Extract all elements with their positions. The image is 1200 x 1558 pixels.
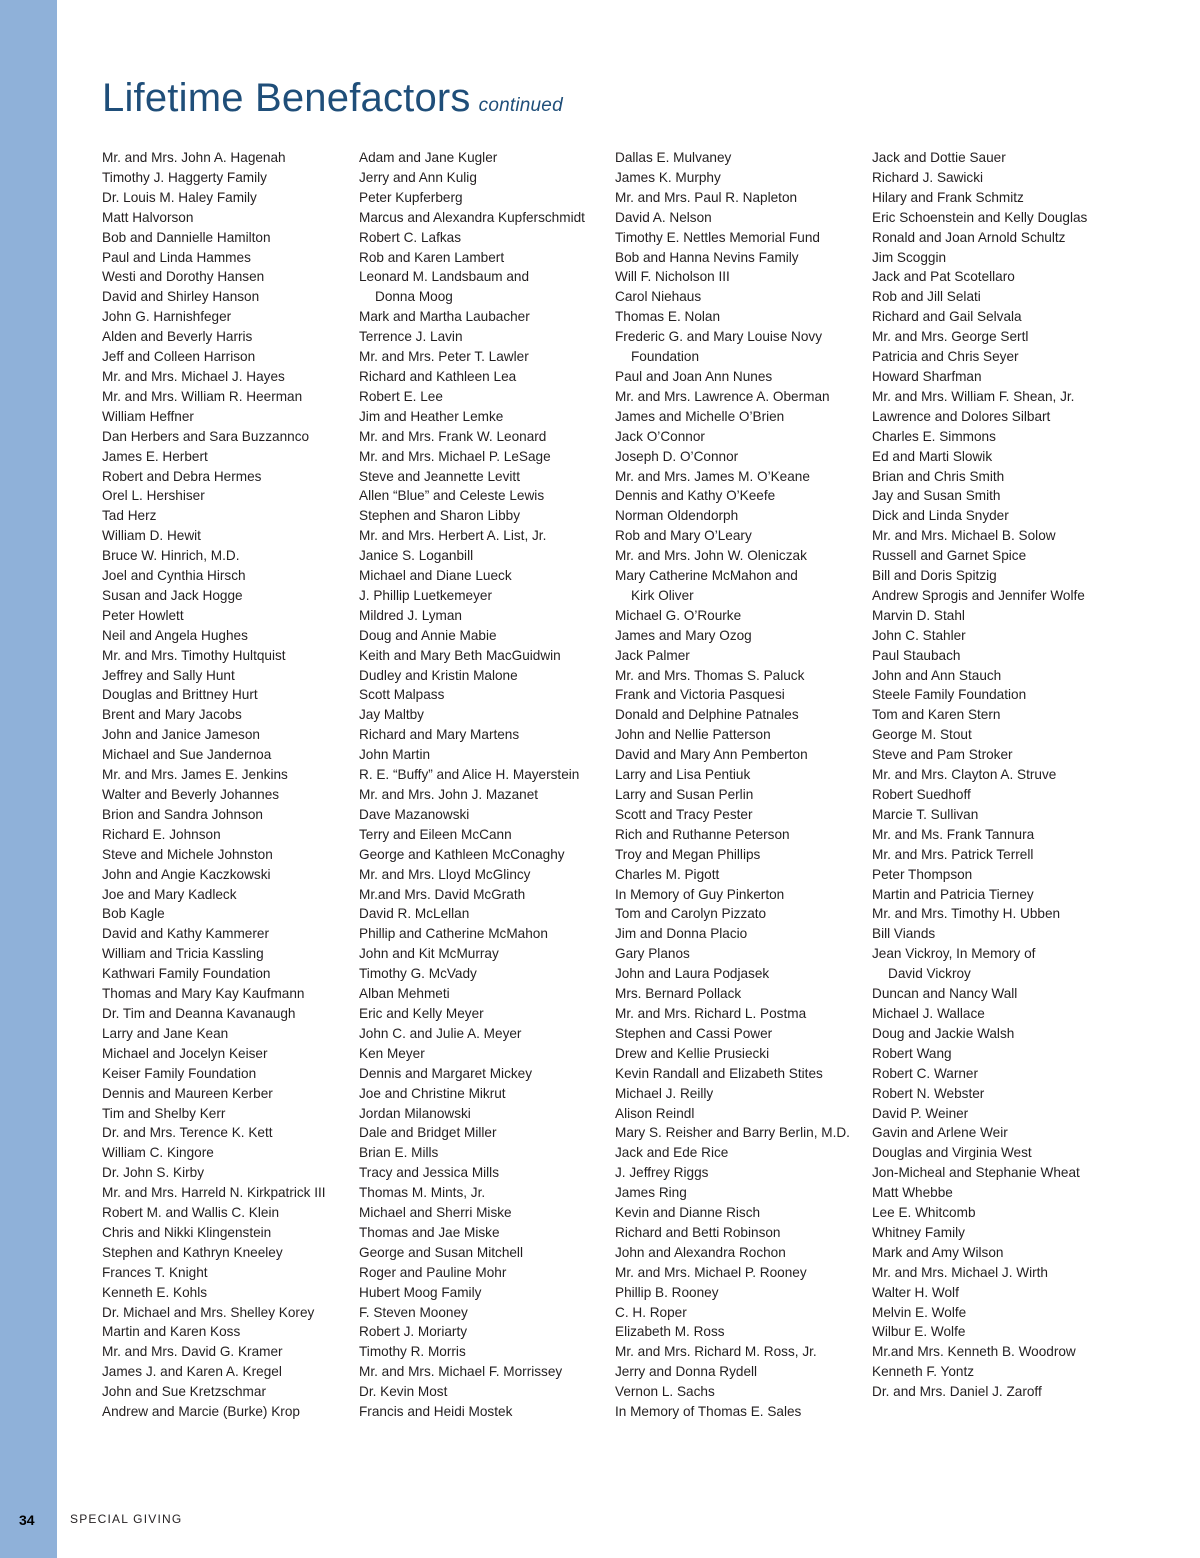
benefactor-name: Joel and Cynthia Hirsch <box>102 568 246 584</box>
benefactor-name: Steve and Jeannette Levitt <box>359 468 520 484</box>
benefactor-name: Jean Vickroy, In Memory of <box>872 946 1036 962</box>
benefactor-name: Jack and Ede Rice <box>615 1145 729 1161</box>
benefactor-name: Patricia and Chris Seyer <box>872 349 1019 365</box>
benefactor-name: William D. Hewit <box>102 528 201 544</box>
benefactor-name: Bob Kagle <box>102 906 165 922</box>
benefactor-name: Dr. and Mrs. Daniel J. Zaroff <box>872 1384 1042 1400</box>
benefactor-name: Marvin D. Stahl <box>872 607 965 623</box>
benefactor-name: Norman Oldendorph <box>615 508 739 524</box>
benefactor-name: Lee E. Whitcomb <box>872 1205 976 1221</box>
benefactor-name: Marcus and Alexandra Kupferschmidt <box>359 209 585 225</box>
benefactor-name: David Vickroy <box>888 966 971 982</box>
benefactor-name: Bruce W. Hinrich, M.D. <box>102 548 240 564</box>
benefactor-name: Richard and Mary Martens <box>359 727 520 743</box>
benefactor-name: Jim and Donna Placio <box>615 926 748 942</box>
benefactor-name: Mr. and Mrs. Michael B. Solow <box>872 528 1056 544</box>
benefactor-name: Walter and Beverly Johannes <box>102 787 280 802</box>
benefactor-name: Scott Malpass <box>359 687 445 703</box>
benefactor-name: In Memory of Guy Pinkerton <box>615 886 785 902</box>
benefactor-name: John G. Harnishfeger <box>102 309 232 325</box>
benefactor-name: Dr. Kevin Most <box>359 1384 448 1400</box>
benefactor-name: Francis and Heidi Mostek <box>359 1404 513 1420</box>
benefactor-name: Mr. and Mrs. Paul R. Napleton <box>615 189 798 205</box>
benefactor-name: Susan and Jack Hogge <box>102 587 243 603</box>
benefactor-name: William C. Kingore <box>102 1145 214 1161</box>
benefactor-name: Ed and Marti Slowik <box>872 448 993 464</box>
benefactor-name: Bob and Hanna Nevins Family <box>615 249 799 265</box>
benefactor-name: Dennis and Margaret Mickey <box>359 1065 533 1081</box>
benefactor-name: Dan Herbers and Sara Buzzannco <box>102 428 310 444</box>
benefactor-name: Mr.and Mrs. Kenneth B. Woodrow <box>872 1344 1076 1360</box>
benefactor-name: Westi and Dorothy Hansen <box>102 269 265 285</box>
benefactor-name: Mr. and Mrs. Clayton A. Struve <box>872 767 1057 783</box>
benefactor-name: Bill Viands <box>872 926 936 942</box>
benefactor-name: Kevin Randall and Elizabeth Stites <box>615 1065 823 1081</box>
benefactor-name: Gary Planos <box>615 946 690 962</box>
benefactor-name: Wilbur E. Wolfe <box>872 1324 966 1340</box>
benefactor-name: James Ring <box>615 1185 687 1201</box>
benefactor-name: John Martin <box>359 747 431 763</box>
benefactor-name: Mr. and Mrs. Michael P. LeSage <box>359 448 551 464</box>
benefactor-name: John and Sue Kretzschmar <box>102 1384 266 1400</box>
benefactor-name: David A. Nelson <box>615 209 712 225</box>
benefactor-name: Michael J. Reilly <box>615 1085 714 1101</box>
benefactor-name: Mr. and Mrs. David G. Kramer <box>102 1344 283 1360</box>
benefactor-name: Douglas and Virginia West <box>872 1145 1032 1161</box>
benefactor-name: Marcie T. Sullivan <box>872 806 979 822</box>
benefactor-name: C. H. Roper <box>615 1304 687 1320</box>
benefactor-name: Keiser Family Foundation <box>102 1065 257 1081</box>
benefactor-name: Mr. and Mrs. William R. Heerman <box>102 388 303 404</box>
benefactor-name: Dr. Michael and Mrs. Shelley Korey <box>102 1304 315 1320</box>
benefactor-name: James and Michelle O’Brien <box>615 408 785 424</box>
benefactor-name: Mildred J. Lyman <box>359 607 462 623</box>
benefactor-name: Mrs. Bernard Pollack <box>615 986 742 1002</box>
benefactor-name: Charles E. Simmons <box>872 428 996 444</box>
benefactor-name: Dennis and Maureen Kerber <box>102 1085 273 1101</box>
benefactor-name: Doug and Annie Mabie <box>359 627 497 643</box>
benefactor-name: Stephen and Kathryn Kneeley <box>102 1244 283 1260</box>
benefactor-name: Michael G. O’Rourke <box>615 607 742 623</box>
benefactor-name: Mr. and Mrs. George Sertl <box>872 329 1029 345</box>
benefactor-name: Mr. and Mrs. Timothy H. Ubben <box>872 906 1061 922</box>
benefactor-name: Frances T. Knight <box>102 1264 208 1280</box>
benefactor-name: Timothy E. Nettles Memorial Fund <box>615 229 820 245</box>
benefactor-name: Steve and Michele Johnston <box>102 846 273 862</box>
benefactor-name: John and Ann Stauch <box>872 667 1002 683</box>
benefactor-name: Peter Thompson <box>872 866 973 882</box>
benefactor-name: Joe and Christine Mikrut <box>359 1085 506 1101</box>
benefactor-name: Dr. Louis M. Haley Family <box>102 189 257 205</box>
benefactor-name: Leonard M. Landsbaum and <box>359 269 530 285</box>
benefactor-name: Janice S. Loganbill <box>359 548 474 564</box>
benefactor-name: Martin and Karen Koss <box>102 1324 241 1340</box>
benefactor-name: Mr. and Ms. Frank Tannura <box>872 826 1035 842</box>
benefactor-name: Robert and Debra Hermes <box>102 468 262 484</box>
benefactor-name: Will F. Nicholson III <box>615 269 730 285</box>
benefactor-name: Adam and Jane Kugler <box>359 150 498 165</box>
benefactor-name: Mr. and Mrs. Michael J. Wirth <box>872 1264 1048 1280</box>
benefactor-column-2 <box>359 148 609 1422</box>
benefactor-name: Dudley and Kristin Malone <box>359 667 518 683</box>
benefactor-name: Timothy G. McVady <box>359 966 477 982</box>
benefactor-name: Mr. and Mrs. Herbert A. List, Jr. <box>359 528 547 544</box>
benefactor-name: Jerry and Donna Rydell <box>615 1364 758 1380</box>
benefactor-name: Mr. and Mrs. Timothy Hultquist <box>102 647 286 663</box>
benefactor-name: Jerry and Ann Kulig <box>359 169 477 185</box>
benefactor-name: Brion and Sandra Johnson <box>102 806 263 822</box>
benefactor-name: Mr. and Mrs. James M. O’Keane <box>615 468 810 484</box>
benefactor-name: Steve and Pam Stroker <box>872 747 1013 763</box>
benefactor-name: Kirk Oliver <box>631 587 694 603</box>
benefactor-name: Mr. and Mrs. Thomas S. Paluck <box>615 667 805 683</box>
benefactor-name: Allen “Blue” and Celeste Lewis <box>359 488 545 504</box>
benefactor-name: Ronald and Joan Arnold Schultz <box>872 229 1066 245</box>
benefactor-name: Eric Schoenstein and Kelly Douglas <box>872 209 1088 225</box>
benefactor-name: William Heffner <box>102 408 194 424</box>
benefactor-name: Mr. and Mrs. James E. Jenkins <box>102 767 288 783</box>
benefactor-name: J. Jeffrey Riggs <box>615 1165 709 1181</box>
benefactor-name: Terry and Eileen McCann <box>359 826 512 842</box>
benefactor-name: Brent and Mary Jacobs <box>102 707 242 723</box>
benefactor-name: J. Phillip Luetkemeyer <box>359 587 492 603</box>
benefactor-name: James E. Herbert <box>102 448 208 464</box>
benefactor-name: George M. Stout <box>872 727 972 743</box>
benefactor-name: Doug and Jackie Walsh <box>872 1025 1015 1041</box>
benefactor-name: Walter H. Wolf <box>872 1284 959 1300</box>
benefactor-name: Neil and Angela Hughes <box>102 627 248 643</box>
benefactor-name: Vernon L. Sachs <box>615 1384 715 1400</box>
benefactor-name: Robert Wang <box>872 1045 952 1061</box>
benefactor-name: Robert C. Warner <box>872 1065 979 1081</box>
benefactor-name: Whitney Family <box>872 1224 965 1240</box>
benefactor-name: Larry and Jane Kean <box>102 1025 229 1041</box>
benefactor-name: Jim Scoggin <box>872 249 947 265</box>
benefactor-name: Kenneth F. Yontz <box>872 1364 975 1380</box>
benefactor-name: Jack and Pat Scotellaro <box>872 269 1015 285</box>
benefactor-name: Robert Suedhoff <box>872 787 971 802</box>
benefactor-name: Larry and Susan Perlin <box>615 787 754 802</box>
benefactor-name: Steele Family Foundation <box>872 687 1027 703</box>
benefactor-name: Rob and Karen Lambert <box>359 249 505 265</box>
benefactor-name: Joe and Mary Kadleck <box>102 886 237 902</box>
benefactor-name: Michael and Sue Jandernoa <box>102 747 272 763</box>
benefactor-column-1 <box>102 148 352 1422</box>
benefactor-name: Kenneth E. Kohls <box>102 1284 208 1300</box>
benefactor-name: George and Susan Mitchell <box>359 1244 523 1260</box>
benefactor-name: Jack Palmer <box>615 647 690 663</box>
benefactor-name: Stephen and Cassi Power <box>615 1025 773 1041</box>
benefactor-name: Alden and Beverly Harris <box>102 329 253 345</box>
benefactor-name: Stephen and Sharon Libby <box>359 508 520 524</box>
benefactor-name: Jay and Susan Smith <box>872 488 1001 504</box>
benefactor-name: Frank and Victoria Pasquesi <box>615 687 785 703</box>
benefactor-name: R. E. “Buffy” and Alice H. Mayerstein <box>359 767 580 783</box>
benefactor-name: John and Alexandra Rochon <box>615 1244 786 1260</box>
benefactor-name: Troy and Megan Phillips <box>615 846 761 862</box>
benefactor-name: Rob and Mary O’Leary <box>615 528 752 544</box>
benefactor-name: Bill and Doris Spitzig <box>872 568 997 584</box>
benefactor-name: Foundation <box>631 349 700 365</box>
benefactor-name: Orel L. Hershiser <box>102 488 205 504</box>
benefactor-name: Scott and Tracy Pester <box>615 806 753 822</box>
benefactor-name: Alison Reindl <box>615 1105 695 1121</box>
benefactor-name: Dave Mazanowski <box>359 806 470 822</box>
benefactor-name: Dr. Tim and Deanna Kavanaugh <box>102 1005 296 1021</box>
benefactor-name: Robert N. Webster <box>872 1085 985 1101</box>
benefactor-name: Mr. and Mrs. Richard M. Ross, Jr. <box>615 1344 817 1360</box>
benefactor-name: Tim and Shelby Kerr <box>102 1105 226 1121</box>
benefactor-name: Jack O’Connor <box>615 428 705 444</box>
benefactor-name: Paul and Joan Ann Nunes <box>615 368 773 384</box>
benefactor-name: Timothy J. Haggerty Family <box>102 169 267 185</box>
benefactor-name: Robert E. Lee <box>359 388 443 404</box>
benefactor-name: Hubert Moog Family <box>359 1284 482 1300</box>
benefactor-name: Paul Staubach <box>872 647 961 663</box>
benefactor-name: Peter Kupferberg <box>359 189 463 205</box>
section-label: SPECIAL GIVING <box>70 1512 183 1526</box>
benefactor-name: Jon-Micheal and Stephanie Wheat <box>872 1165 1080 1181</box>
benefactor-name: Gavin and Arlene Weir <box>872 1125 1008 1141</box>
benefactor-name: Mr. and Mrs. Michael J. Hayes <box>102 368 285 384</box>
benefactor-name: Keith and Mary Beth MacGuidwin <box>359 647 561 663</box>
benefactor-column-3 <box>615 148 865 1422</box>
benefactor-name: Andrew Sprogis and Jennifer Wolfe <box>872 587 1085 603</box>
benefactor-name: Dr. John S. Kirby <box>102 1165 204 1181</box>
benefactor-name: David and Kathy Kammerer <box>102 926 269 942</box>
benefactor-name: Mary S. Reisher and Barry Berlin, M.D. <box>615 1125 850 1141</box>
benefactor-name: Richard and Gail Selvala <box>872 309 1022 325</box>
benefactor-name: Roger and Pauline Mohr <box>359 1264 507 1280</box>
benefactor-name: Alban Mehmeti <box>359 986 450 1002</box>
benefactor-name: Timothy R. Morris <box>359 1344 466 1360</box>
benefactor-name: Brian and Chris Smith <box>872 468 1005 484</box>
benefactor-name: Mr. and Mrs. John J. Mazanet <box>359 787 539 802</box>
benefactor-name: Mr. and Mrs. Michael F. Morrissey <box>359 1364 563 1380</box>
page-number: 34 <box>19 1512 35 1528</box>
page-title-main: Lifetime Benefactors <box>102 76 471 120</box>
benefactor-name: Mr. and Mrs. John A. Hagenah <box>102 150 286 165</box>
benefactor-name: Frederic G. and Mary Louise Novy <box>615 329 823 345</box>
benefactor-name: Hilary and Frank Schmitz <box>872 189 1024 205</box>
benefactor-name: Mr. and Mrs. Michael P. Rooney <box>615 1264 807 1280</box>
benefactor-name: John and Janice Jameson <box>102 727 260 743</box>
benefactor-name: Mr. and Mrs. John W. Oleniczak <box>615 548 807 564</box>
benefactor-name: Terrence J. Lavin <box>359 329 463 345</box>
benefactor-name: Dennis and Kathy O’Keefe <box>615 488 776 504</box>
benefactor-name: Douglas and Brittney Hurt <box>102 687 258 703</box>
benefactor-name: Joseph D. O’Connor <box>615 448 739 464</box>
benefactor-name: Drew and Kellie Prusiecki <box>615 1045 770 1061</box>
benefactor-name: Elizabeth M. Ross <box>615 1324 725 1340</box>
benefactor-name: James K. Murphy <box>615 169 721 185</box>
page-title <box>102 76 563 121</box>
benefactor-name: Robert J. Moriarty <box>359 1324 468 1340</box>
benefactor-name: Thomas E. Nolan <box>615 309 721 325</box>
benefactor-name: Brian E. Mills <box>359 1145 439 1161</box>
benefactor-name: Jack and Dottie Sauer <box>872 150 1006 165</box>
benefactor-name: Mr.and Mrs. David McGrath <box>359 886 526 902</box>
benefactor-name: Mr. and Mrs. Richard L. Postma <box>615 1005 807 1021</box>
benefactor-name: Tracy and Jessica Mills <box>359 1165 499 1181</box>
benefactor-name: Mr. and Mrs. Lawrence A. Oberman <box>615 388 830 404</box>
benefactor-name: Robert M. and Wallis C. Klein <box>102 1205 280 1221</box>
side-color-bar <box>0 0 57 1558</box>
benefactor-name: Martin and Patricia Tierney <box>872 886 1034 902</box>
benefactor-name: Phillip B. Rooney <box>615 1284 719 1300</box>
benefactor-name: Matt Whebbe <box>872 1185 953 1201</box>
benefactor-name: Jordan Milanowski <box>359 1105 471 1121</box>
benefactor-name: Peter Howlett <box>102 607 184 623</box>
benefactor-name: Richard and Kathleen Lea <box>359 368 517 384</box>
benefactor-name: Michael and Sherri Miske <box>359 1205 512 1221</box>
benefactor-name: Eric and Kelly Meyer <box>359 1005 484 1021</box>
benefactor-name: F. Steven Mooney <box>359 1304 468 1320</box>
benefactor-name: Bob and Dannielle Hamilton <box>102 229 271 245</box>
benefactor-name: Charles M. Pigott <box>615 866 720 882</box>
benefactor-name: Mr. and Mrs. Peter T. Lawler <box>359 349 529 365</box>
benefactor-name: Mark and Martha Laubacher <box>359 309 530 325</box>
benefactor-name: Matt Halvorson <box>102 209 194 225</box>
benefactor-name: George and Kathleen McConaghy <box>359 846 565 862</box>
page-title-continued: continued <box>478 95 563 116</box>
benefactor-name: Larry and Lisa Pentiuk <box>615 767 751 783</box>
benefactor-name: Mark and Amy Wilson <box>872 1244 1004 1260</box>
benefactor-name: Donald and Delphine Patnales <box>615 707 799 723</box>
benefactor-name: Dale and Bridget Miller <box>359 1125 497 1141</box>
benefactor-name: Carol Niehaus <box>615 289 702 305</box>
benefactor-name: Mr. and Mrs. Lloyd McGlincy <box>359 866 531 882</box>
benefactor-name: Rich and Ruthanne Peterson <box>615 826 790 842</box>
benefactor-name: John and Laura Podjasek <box>615 966 770 982</box>
benefactor-name: Rob and Jill Selati <box>872 289 981 305</box>
benefactor-name: Dick and Linda Snyder <box>872 508 1009 524</box>
benefactor-name: Ken Meyer <box>359 1045 425 1061</box>
benefactor-name: Tom and Karen Stern <box>872 707 1001 723</box>
benefactor-name: Duncan and Nancy Wall <box>872 986 1018 1002</box>
benefactor-name: Andrew and Marcie (Burke) Krop <box>102 1404 300 1420</box>
benefactor-name: Dr. and Mrs. Terence K. Kett <box>102 1125 273 1141</box>
benefactor-name: Thomas and Jae Miske <box>359 1224 500 1240</box>
benefactor-column-4 <box>872 148 1122 1402</box>
benefactor-name: Kathwari Family Foundation <box>102 966 271 982</box>
benefactor-name: Richard E. Johnson <box>102 826 221 842</box>
benefactor-name: Thomas M. Mints, Jr. <box>359 1185 486 1201</box>
benefactor-name: Michael and Jocelyn Keiser <box>102 1045 268 1061</box>
benefactor-name: Mr. and Mrs. Frank W. Leonard <box>359 428 547 444</box>
benefactor-name: William and Tricia Kassling <box>102 946 264 962</box>
benefactor-name: Lawrence and Dolores Silbart <box>872 408 1051 424</box>
benefactor-name: Donna Moog <box>375 289 453 305</box>
benefactor-name: Jeff and Colleen Harrison <box>102 349 256 365</box>
benefactor-name: Tom and Carolyn Pizzato <box>615 906 767 922</box>
benefactor-name: Richard and Betti Robinson <box>615 1224 781 1240</box>
benefactor-name: James J. and Karen A. Kregel <box>102 1364 282 1380</box>
benefactor-name: Jeffrey and Sally Hunt <box>102 667 235 683</box>
benefactor-name: David and Mary Ann Pemberton <box>615 747 808 763</box>
benefactor-name: John C. and Julie A. Meyer <box>359 1025 522 1041</box>
benefactor-name: In Memory of Thomas E. Sales <box>615 1404 802 1420</box>
benefactor-name: Michael and Diane Lueck <box>359 568 512 584</box>
benefactor-name: John and Angie Kaczkowski <box>102 866 271 882</box>
benefactor-name: Paul and Linda Hammes <box>102 249 251 265</box>
benefactor-name: Michael J. Wallace <box>872 1005 985 1021</box>
benefactor-name: Mr. and Mrs. William F. Shean, Jr. <box>872 388 1075 404</box>
benefactor-name: Jay Maltby <box>359 707 424 723</box>
benefactor-name: Tad Herz <box>102 508 157 524</box>
benefactor-name: Mary Catherine McMahon and <box>615 568 798 584</box>
benefactor-name: John and Kit McMurray <box>359 946 499 962</box>
benefactor-name: David P. Weiner <box>872 1105 969 1121</box>
benefactor-name: James and Mary Ozog <box>615 627 752 643</box>
benefactor-name: David and Shirley Hanson <box>102 289 260 305</box>
benefactor-name: Phillip and Catherine McMahon <box>359 926 548 942</box>
benefactor-name: Jim and Heather Lemke <box>359 408 504 424</box>
benefactor-name: Kevin and Dianne Risch <box>615 1205 761 1221</box>
benefactor-name: David R. McLellan <box>359 906 470 922</box>
benefactor-name: Howard Sharfman <box>872 368 982 384</box>
benefactor-name: Melvin E. Wolfe <box>872 1304 967 1320</box>
benefactor-name: Chris and Nikki Klingenstein <box>102 1224 272 1240</box>
benefactor-name: Mr. and Mrs. Patrick Terrell <box>872 846 1034 862</box>
benefactor-name: Russell and Garnet Spice <box>872 548 1027 564</box>
benefactor-name: John and Nellie Patterson <box>615 727 771 743</box>
benefactor-name: Richard J. Sawicki <box>872 169 984 185</box>
benefactor-name: Dallas E. Mulvaney <box>615 150 732 165</box>
benefactor-name: John C. Stahler <box>872 627 966 643</box>
benefactor-name: Thomas and Mary Kay Kaufmann <box>102 986 305 1002</box>
benefactor-name: Robert C. Lafkas <box>359 229 461 245</box>
benefactor-name: Mr. and Mrs. Harreld N. Kirkpatrick III <box>102 1185 326 1201</box>
